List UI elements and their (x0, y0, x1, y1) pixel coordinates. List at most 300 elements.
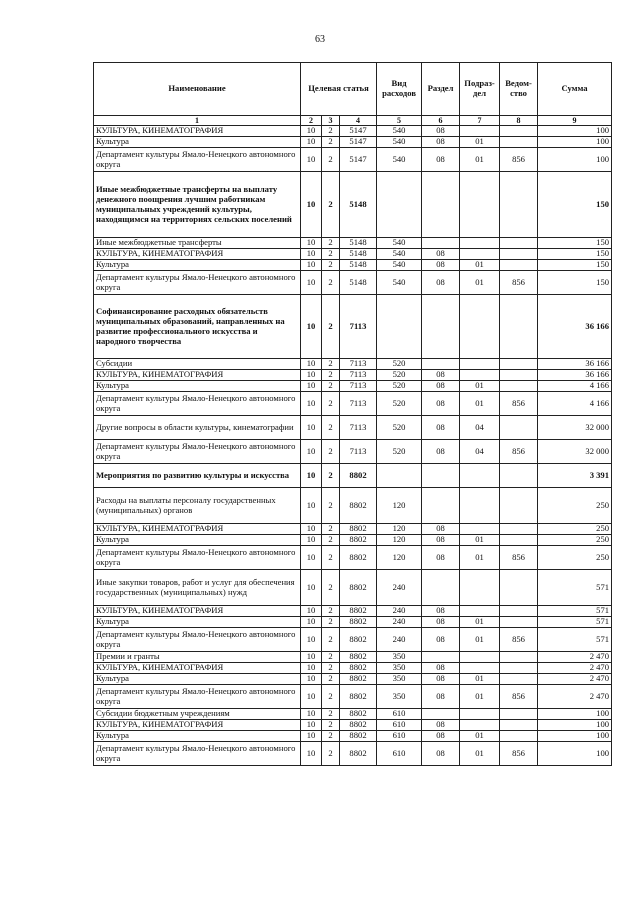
table-row (94, 674, 612, 685)
section-cell: 08 (422, 663, 460, 674)
department-cell (500, 652, 538, 663)
table-row (94, 720, 612, 731)
department-cell (500, 464, 538, 488)
section-cell: 08 (422, 731, 460, 742)
subsection-cell: 01 (460, 535, 500, 546)
amount-cell: 150 (538, 172, 612, 238)
department-cell (500, 126, 538, 137)
amount-cell: 36 166 (538, 359, 612, 370)
section-cell: 08 (422, 271, 460, 295)
target-code-3: 8802 (340, 720, 377, 731)
table-row (94, 663, 612, 674)
expense-type-cell (377, 464, 422, 488)
department-cell (500, 370, 538, 381)
department-cell (500, 617, 538, 628)
target-code-3: 5148 (340, 238, 377, 249)
row-name: Другие вопросы в области культуры, кинематографии (94, 416, 301, 440)
expense-type-cell: 610 (377, 731, 422, 742)
expense-type-cell: 520 (377, 392, 422, 416)
target-code-1: 10 (301, 238, 322, 249)
expense-type-cell: 610 (377, 709, 422, 720)
department-cell (500, 606, 538, 617)
row-name: КУЛЬТУРА, КИНЕМАТОГРАФИЯ (94, 663, 301, 674)
subsection-cell (460, 570, 500, 606)
expense-type-cell: 540 (377, 249, 422, 260)
target-code-3: 7113 (340, 392, 377, 416)
department-cell: 856 (500, 628, 538, 652)
amount-cell: 2 470 (538, 663, 612, 674)
expense-type-cell: 120 (377, 524, 422, 535)
amount-cell: 150 (538, 271, 612, 295)
department-cell (500, 416, 538, 440)
target-code-1: 10 (301, 137, 322, 148)
target-code-1: 10 (301, 148, 322, 172)
column-number: 1 (94, 116, 301, 126)
table-row (94, 271, 612, 295)
table-row (94, 148, 612, 172)
row-name: Культура (94, 381, 301, 392)
section-cell: 08 (422, 674, 460, 685)
table-row (94, 652, 612, 663)
amount-cell: 100 (538, 126, 612, 137)
column-number: 2 (301, 116, 322, 126)
subsection-cell (460, 359, 500, 370)
row-name: Премии и гранты (94, 652, 301, 663)
row-name: Субсидии бюджетным учреждениям (94, 709, 301, 720)
row-name: Департамент культуры Ямало-Ненецкого автономного округа (94, 546, 301, 570)
section-cell: 08 (422, 606, 460, 617)
target-code-3: 8802 (340, 535, 377, 546)
amount-cell: 2 470 (538, 652, 612, 663)
expense-type-cell: 610 (377, 742, 422, 766)
target-code-3: 8802 (340, 674, 377, 685)
subsection-cell (460, 172, 500, 238)
amount-cell: 36 166 (538, 295, 612, 359)
subsection-cell: 04 (460, 440, 500, 464)
section-cell: 08 (422, 249, 460, 260)
target-code-1: 10 (301, 709, 322, 720)
expense-type-cell: 350 (377, 674, 422, 685)
section-cell: 08 (422, 720, 460, 731)
row-name: Культура (94, 617, 301, 628)
amount-cell: 32 000 (538, 416, 612, 440)
expense-type-cell: 240 (377, 617, 422, 628)
row-name: Департамент культуры Ямало-Ненецкого автономного округа (94, 148, 301, 172)
target-code-1: 10 (301, 535, 322, 546)
header-amount: Сумма (538, 63, 612, 116)
target-code-1: 10 (301, 720, 322, 731)
target-code-2: 2 (322, 260, 340, 271)
row-name: Культура (94, 674, 301, 685)
target-code-2: 2 (322, 674, 340, 685)
department-cell (500, 260, 538, 271)
target-code-2: 2 (322, 685, 340, 709)
target-code-3: 7113 (340, 416, 377, 440)
subsection-cell (460, 720, 500, 731)
table-row (94, 440, 612, 464)
target-code-1: 10 (301, 464, 322, 488)
expense-type-cell: 350 (377, 685, 422, 709)
section-cell (422, 488, 460, 524)
table-row (94, 535, 612, 546)
target-code-1: 10 (301, 416, 322, 440)
department-cell (500, 238, 538, 249)
target-code-1: 10 (301, 440, 322, 464)
target-code-1: 10 (301, 663, 322, 674)
row-name: Департамент культуры Ямало-Ненецкого автономного округа (94, 392, 301, 416)
expense-type-cell: 350 (377, 652, 422, 663)
amount-cell: 100 (538, 137, 612, 148)
target-code-1: 10 (301, 249, 322, 260)
table-row (94, 685, 612, 709)
amount-cell: 150 (538, 260, 612, 271)
target-code-2: 2 (322, 370, 340, 381)
target-code-3: 5148 (340, 172, 377, 238)
subsection-cell: 01 (460, 381, 500, 392)
section-cell (422, 295, 460, 359)
target-code-3: 8802 (340, 685, 377, 709)
target-code-2: 2 (322, 238, 340, 249)
row-name: Департамент культуры Ямало-Ненецкого автономного округа (94, 742, 301, 766)
section-cell: 08 (422, 440, 460, 464)
section-cell: 08 (422, 392, 460, 416)
table-row (94, 172, 612, 238)
expense-type-cell: 520 (377, 440, 422, 464)
table-row (94, 392, 612, 416)
subsection-cell (460, 606, 500, 617)
budget-table (93, 62, 612, 766)
row-name: КУЛЬТУРА, КИНЕМАТОГРАФИЯ (94, 370, 301, 381)
section-cell: 08 (422, 416, 460, 440)
target-code-2: 2 (322, 524, 340, 535)
expense-type-cell: 540 (377, 126, 422, 137)
expense-type-cell: 120 (377, 488, 422, 524)
amount-cell: 150 (538, 249, 612, 260)
row-name: Культура (94, 535, 301, 546)
target-code-2: 2 (322, 606, 340, 617)
target-code-2: 2 (322, 488, 340, 524)
expense-type-cell: 240 (377, 628, 422, 652)
section-cell (422, 172, 460, 238)
row-name: КУЛЬТУРА, КИНЕМАТОГРАФИЯ (94, 126, 301, 137)
target-code-1: 10 (301, 570, 322, 606)
row-name: КУЛЬТУРА, КИНЕМАТОГРАФИЯ (94, 524, 301, 535)
subsection-cell (460, 295, 500, 359)
column-number: 9 (538, 116, 612, 126)
department-cell (500, 249, 538, 260)
column-number: 5 (377, 116, 422, 126)
header-target-article: Целевая статья (301, 63, 377, 116)
subsection-cell: 01 (460, 617, 500, 628)
row-name: Культура (94, 260, 301, 271)
row-name: Субсидии (94, 359, 301, 370)
target-code-3: 5148 (340, 271, 377, 295)
target-code-1: 10 (301, 172, 322, 238)
expense-type-cell: 540 (377, 148, 422, 172)
table-row (94, 488, 612, 524)
expense-type-cell: 120 (377, 535, 422, 546)
table-row (94, 126, 612, 137)
page-number: 63 (315, 34, 325, 45)
table-row (94, 524, 612, 535)
amount-cell: 571 (538, 606, 612, 617)
subsection-cell: 01 (460, 685, 500, 709)
section-cell (422, 359, 460, 370)
subsection-cell: 01 (460, 260, 500, 271)
subsection-cell: 01 (460, 674, 500, 685)
row-name: Департамент культуры Ямало-Ненецкого автономного округа (94, 271, 301, 295)
row-name: КУЛЬТУРА, КИНЕМАТОГРАФИЯ (94, 720, 301, 731)
row-name: Культура (94, 137, 301, 148)
expense-type-cell: 520 (377, 381, 422, 392)
row-name: Софинансирование расходных обязательств муниципальных образований, направленных на развитие профессионального искусства и народного творчества (94, 295, 301, 359)
row-name: Культура (94, 731, 301, 742)
department-cell: 856 (500, 271, 538, 295)
department-cell (500, 172, 538, 238)
department-cell (500, 731, 538, 742)
table-row (94, 238, 612, 249)
subsection-cell (460, 238, 500, 249)
target-code-1: 10 (301, 628, 322, 652)
column-number: 4 (340, 116, 377, 126)
amount-cell: 3 391 (538, 464, 612, 488)
table-row (94, 464, 612, 488)
target-code-1: 10 (301, 370, 322, 381)
header-department: Ведом-ство (500, 63, 538, 116)
target-code-3: 8802 (340, 742, 377, 766)
target-code-3: 8802 (340, 617, 377, 628)
target-code-2: 2 (322, 126, 340, 137)
subsection-cell: 01 (460, 546, 500, 570)
target-code-2: 2 (322, 392, 340, 416)
subsection-cell: 01 (460, 392, 500, 416)
header-name: Наименование (94, 63, 301, 116)
target-code-2: 2 (322, 416, 340, 440)
subsection-cell (460, 370, 500, 381)
target-code-1: 10 (301, 685, 322, 709)
target-code-1: 10 (301, 271, 322, 295)
department-cell (500, 137, 538, 148)
target-code-3: 7113 (340, 295, 377, 359)
section-cell: 08 (422, 617, 460, 628)
table-body (94, 126, 612, 766)
target-code-2: 2 (322, 137, 340, 148)
target-code-2: 2 (322, 570, 340, 606)
target-code-1: 10 (301, 674, 322, 685)
expense-type-cell: 520 (377, 370, 422, 381)
subsection-cell (460, 488, 500, 524)
section-cell: 08 (422, 685, 460, 709)
amount-cell: 571 (538, 617, 612, 628)
table-row (94, 546, 612, 570)
target-code-2: 2 (322, 148, 340, 172)
amount-cell: 32 000 (538, 440, 612, 464)
target-code-1: 10 (301, 617, 322, 628)
target-code-1: 10 (301, 652, 322, 663)
subsection-cell (460, 249, 500, 260)
target-code-3: 5148 (340, 249, 377, 260)
target-code-2: 2 (322, 381, 340, 392)
table-row (94, 359, 612, 370)
row-name: Департамент культуры Ямало-Ненецкого автономного округа (94, 628, 301, 652)
target-code-2: 2 (322, 720, 340, 731)
target-code-1: 10 (301, 606, 322, 617)
section-cell (422, 652, 460, 663)
column-number-row (94, 116, 612, 126)
section-cell: 08 (422, 381, 460, 392)
header-expense-type: Вид расходов (377, 63, 422, 116)
target-code-1: 10 (301, 392, 322, 416)
expense-type-cell: 120 (377, 546, 422, 570)
amount-cell: 250 (538, 524, 612, 535)
target-code-3: 8802 (340, 546, 377, 570)
subsection-cell: 01 (460, 628, 500, 652)
subsection-cell: 01 (460, 137, 500, 148)
table-row (94, 606, 612, 617)
row-name: Иные межбюджетные трансферты на выплату денежного поощрения лучшим работникам муниципальных учреждений культуры, находящимся на территориях сельских поселений (94, 172, 301, 238)
amount-cell: 100 (538, 148, 612, 172)
row-name: КУЛЬТУРА, КИНЕМАТОГРАФИЯ (94, 606, 301, 617)
subsection-cell: 01 (460, 271, 500, 295)
target-code-3: 7113 (340, 370, 377, 381)
target-code-2: 2 (322, 464, 340, 488)
target-code-3: 7113 (340, 359, 377, 370)
amount-cell: 100 (538, 731, 612, 742)
section-cell: 08 (422, 742, 460, 766)
subsection-cell (460, 524, 500, 535)
amount-cell: 4 166 (538, 381, 612, 392)
section-cell: 08 (422, 546, 460, 570)
target-code-2: 2 (322, 359, 340, 370)
expense-type-cell: 540 (377, 260, 422, 271)
table-row (94, 295, 612, 359)
target-code-3: 5147 (340, 148, 377, 172)
target-code-3: 7113 (340, 381, 377, 392)
expense-type-cell: 540 (377, 238, 422, 249)
section-cell: 08 (422, 126, 460, 137)
amount-cell: 100 (538, 742, 612, 766)
target-code-2: 2 (322, 172, 340, 238)
target-code-2: 2 (322, 295, 340, 359)
table-row (94, 742, 612, 766)
target-code-3: 8802 (340, 464, 377, 488)
section-cell (422, 238, 460, 249)
amount-cell: 571 (538, 628, 612, 652)
section-cell (422, 570, 460, 606)
target-code-3: 8802 (340, 628, 377, 652)
expense-type-cell (377, 295, 422, 359)
column-number: 3 (322, 116, 340, 126)
row-name: Департамент культуры Ямало-Ненецкого автономного округа (94, 440, 301, 464)
amount-cell: 150 (538, 238, 612, 249)
target-code-3: 5147 (340, 137, 377, 148)
target-code-1: 10 (301, 126, 322, 137)
expense-type-cell: 540 (377, 137, 422, 148)
amount-cell: 36 166 (538, 370, 612, 381)
section-cell: 08 (422, 260, 460, 271)
section-cell: 08 (422, 628, 460, 652)
target-code-2: 2 (322, 731, 340, 742)
row-name: Департамент культуры Ямало-Ненецкого автономного округа (94, 685, 301, 709)
expense-type-cell: 240 (377, 570, 422, 606)
department-cell: 856 (500, 546, 538, 570)
subsection-cell (460, 663, 500, 674)
target-code-1: 10 (301, 359, 322, 370)
department-cell (500, 381, 538, 392)
target-code-1: 10 (301, 260, 322, 271)
column-number: 6 (422, 116, 460, 126)
amount-cell: 4 166 (538, 392, 612, 416)
target-code-2: 2 (322, 652, 340, 663)
subsection-cell: 01 (460, 148, 500, 172)
subsection-cell (460, 709, 500, 720)
target-code-2: 2 (322, 535, 340, 546)
target-code-2: 2 (322, 249, 340, 260)
header-subsection: Подраз-дел (460, 63, 500, 116)
department-cell (500, 570, 538, 606)
target-code-1: 10 (301, 488, 322, 524)
department-cell (500, 295, 538, 359)
department-cell (500, 359, 538, 370)
department-cell (500, 709, 538, 720)
amount-cell: 250 (538, 488, 612, 524)
table-row (94, 260, 612, 271)
table-row (94, 628, 612, 652)
amount-cell: 100 (538, 720, 612, 731)
target-code-1: 10 (301, 742, 322, 766)
table-row (94, 416, 612, 440)
row-name: Иные закупки товаров, работ и услуг для обеспечения государственных (муниципальных) нужд (94, 570, 301, 606)
department-cell (500, 535, 538, 546)
target-code-1: 10 (301, 524, 322, 535)
target-code-3: 8802 (340, 709, 377, 720)
target-code-2: 2 (322, 617, 340, 628)
target-code-3: 5147 (340, 126, 377, 137)
target-code-1: 10 (301, 381, 322, 392)
expense-type-cell: 520 (377, 359, 422, 370)
section-cell: 08 (422, 137, 460, 148)
target-code-3: 8802 (340, 663, 377, 674)
department-cell (500, 488, 538, 524)
target-code-3: 8802 (340, 488, 377, 524)
table-row (94, 249, 612, 260)
table-row (94, 381, 612, 392)
target-code-2: 2 (322, 742, 340, 766)
amount-cell: 2 470 (538, 674, 612, 685)
expense-type-cell: 350 (377, 663, 422, 674)
row-name: Расходы на выплаты персоналу государственных (муниципальных) органов (94, 488, 301, 524)
subsection-cell (460, 126, 500, 137)
target-code-3: 8802 (340, 570, 377, 606)
subsection-cell (460, 464, 500, 488)
expense-type-cell: 540 (377, 271, 422, 295)
target-code-1: 10 (301, 546, 322, 570)
amount-cell: 100 (538, 709, 612, 720)
table-row (94, 731, 612, 742)
target-code-2: 2 (322, 628, 340, 652)
department-cell (500, 663, 538, 674)
target-code-2: 2 (322, 546, 340, 570)
target-code-3: 8802 (340, 652, 377, 663)
department-cell: 856 (500, 742, 538, 766)
target-code-1: 10 (301, 731, 322, 742)
subsection-cell: 01 (460, 731, 500, 742)
section-cell (422, 709, 460, 720)
row-name: Мероприятия по развитию культуры и искусства (94, 464, 301, 488)
section-cell: 08 (422, 535, 460, 546)
section-cell: 08 (422, 370, 460, 381)
column-number: 8 (500, 116, 538, 126)
